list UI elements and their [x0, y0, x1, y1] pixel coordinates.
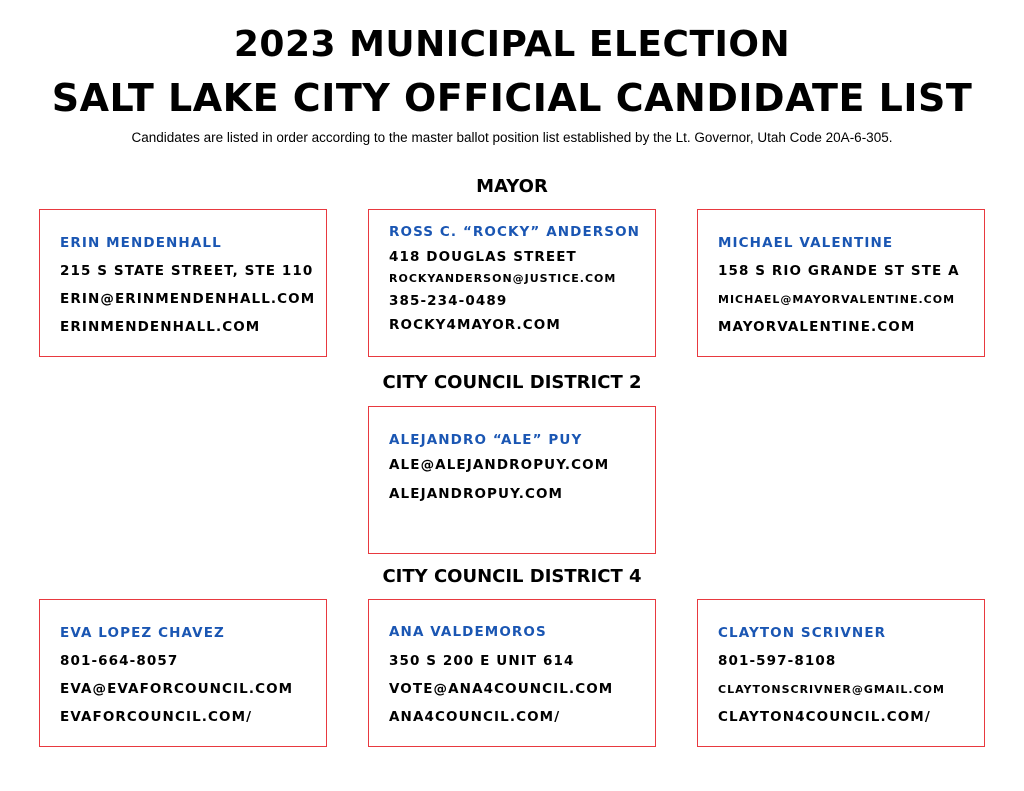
candidate-name: ALEJANDRO “ALE” PUY: [389, 432, 583, 448]
candidate-website[interactable]: ANA4COUNCIL.COM/: [389, 709, 561, 725]
candidate-website[interactable]: MAYORVALENTINE.COM: [718, 319, 916, 335]
section-heading-district-2: CITY COUNCIL DISTRICT 2: [382, 372, 642, 393]
candidate-website[interactable]: ALEJANDROPUY.COM: [389, 486, 564, 502]
candidate-phone: 385-234-0489: [389, 293, 508, 309]
candidate-website[interactable]: CLAYTON4COUNCIL.COM/: [718, 709, 931, 725]
candidate-website[interactable]: EVAFORCOUNCIL.COM/: [60, 709, 253, 725]
candidate-address: 418 DOUGLAS STREET: [389, 249, 577, 265]
candidate-website[interactable]: ROCKY4MAYOR.COM: [389, 317, 561, 333]
candidate-email[interactable]: MICHAEL@MAYORVALENTINE.COM: [718, 293, 956, 306]
candidate-email[interactable]: ERIN@ERINMENDENHALL.COM: [60, 291, 316, 307]
candidate-email[interactable]: ROCKYANDERSON@JUSTICE.COM: [389, 272, 617, 285]
candidate-phone: 801-597-8108: [718, 653, 837, 669]
candidate-name: CLAYTON SCRIVNER: [718, 625, 887, 641]
candidate-phone: 801-664-8057: [60, 653, 179, 669]
candidate-name: EVA LOPEZ CHAVEZ: [60, 625, 225, 641]
section-heading-mayor: MAYOR: [476, 176, 548, 197]
candidate-card-district4-3: [697, 599, 985, 747]
page-title-line-1: 2023 MUNICIPAL ELECTION: [233, 24, 791, 65]
page-title-line-2: SALT LAKE CITY OFFICIAL CANDIDATE LIST: [51, 76, 973, 120]
candidate-card-mayor-3: [697, 209, 985, 357]
candidate-address: 350 S 200 E UNIT 614: [389, 653, 575, 669]
candidate-card-district4-1: [39, 599, 327, 747]
candidate-card-district4-2: [368, 599, 656, 747]
ballot-order-note: Candidates are listed in order according to the master ballot position list established by the Lt. Governor, Utah Code 20A-6-305.: [131, 130, 893, 145]
candidate-address: 215 S STATE STREET, STE 110: [60, 263, 314, 279]
section-heading-district-4: CITY COUNCIL DISTRICT 4: [382, 566, 642, 587]
candidate-card-mayor-1: [39, 209, 327, 357]
candidate-website[interactable]: ERINMENDENHALL.COM: [60, 319, 261, 335]
candidate-email[interactable]: CLAYTONSCRIVNER@GMAIL.COM: [718, 683, 945, 696]
candidate-email[interactable]: VOTE@ANA4COUNCIL.COM: [389, 681, 614, 697]
candidate-email[interactable]: ALE@ALEJANDROPUY.COM: [389, 457, 610, 473]
candidate-name: ERIN MENDENHALL: [60, 235, 222, 251]
candidate-name: ROSS C. “ROCKY” ANDERSON: [389, 224, 641, 240]
candidate-email[interactable]: EVA@EVAFORCOUNCIL.COM: [60, 681, 294, 697]
candidate-card-mayor-2: [368, 209, 656, 357]
candidate-address: 158 S RIO GRANDE ST STE A: [718, 263, 960, 279]
candidate-card-district2-1: [368, 406, 656, 554]
candidate-name: ANA VALDEMOROS: [389, 624, 547, 640]
candidate-name: MICHAEL VALENTINE: [718, 235, 894, 251]
